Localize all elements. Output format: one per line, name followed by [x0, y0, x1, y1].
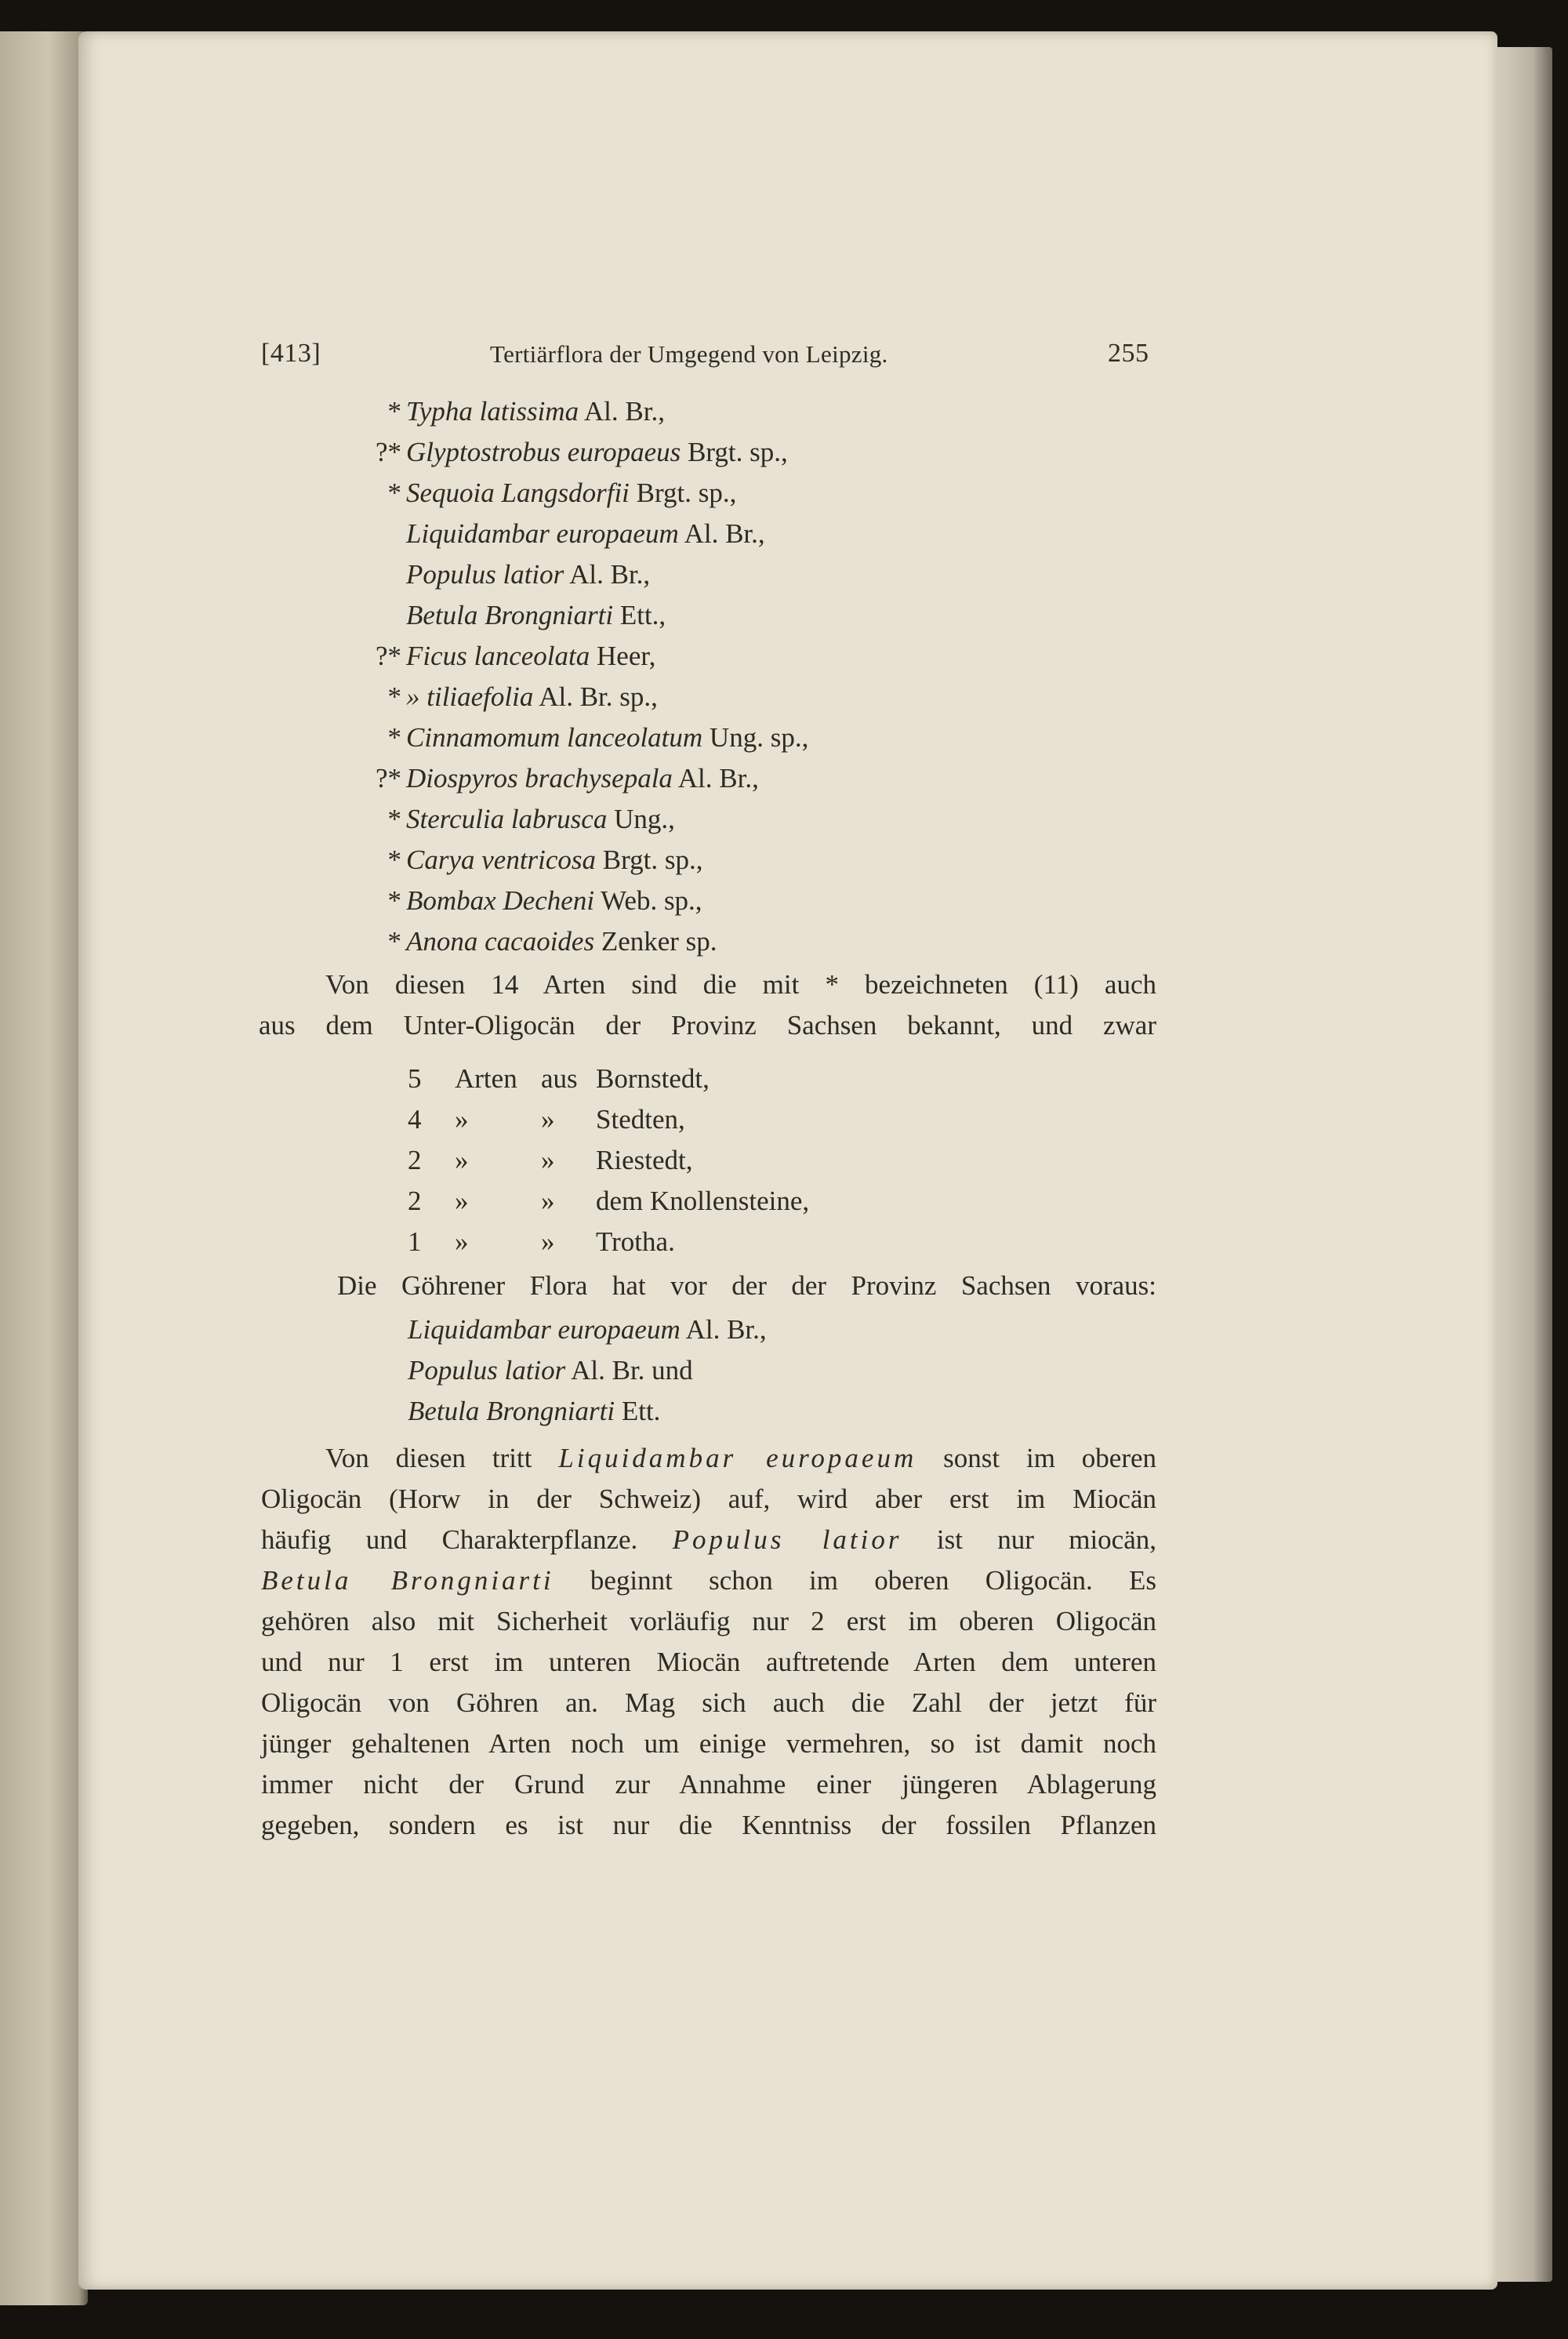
- paragraph-line: Oligocän (Horw in der Schweiz) auf, wird aber erst im Miocän: [261, 1484, 1156, 1514]
- previous-page-edge: [0, 31, 88, 2305]
- locality-row: 5 Arten aus Bornstedt,: [408, 1063, 710, 1094]
- species-entry: Populus latior Al. Br. und: [408, 1355, 693, 1386]
- paragraph-line: immer nicht der Grund zur Annahme einer jüngeren Ablagerung: [261, 1769, 1156, 1800]
- paragraph-line: häufig und Charakterpflanze. Populus latior ist nur miocän,: [261, 1524, 1157, 1555]
- species-entry: * Anona cacaoides Zenker sp.: [387, 926, 717, 957]
- locality-row: 2 » » dem Knollensteine,: [408, 1186, 810, 1216]
- species-entry: Liquidambar europaeum Al. Br.,: [408, 1314, 767, 1345]
- book-page: [78, 31, 1497, 2290]
- species-entry: * Cinnamomum lanceolatum Ung. sp.,: [387, 722, 809, 753]
- header-section-number: [413]: [261, 339, 321, 368]
- paragraph-line: aus dem Unter-Oligocän der Provinz Sachsen bekannt, und zwar: [259, 1010, 1156, 1041]
- paragraph-line: jünger gehaltenen Arten noch um einige vermehren, so ist damit noch: [261, 1728, 1156, 1759]
- species-entry: ?* Glyptostrobus europaeus Brgt. sp.,: [375, 437, 788, 467]
- paragraph-line: Oligocän von Göhren an. Mag sich auch die Zahl der jetzt für: [261, 1687, 1156, 1718]
- page-number: 255: [1108, 339, 1149, 368]
- species-entry: * Sequoia Langsdorfii Brgt. sp.,: [387, 478, 737, 508]
- locality-row: 4 » » Stedten,: [408, 1104, 685, 1135]
- species-entry: * Sterculia labrusca Ung.,: [387, 804, 675, 834]
- paragraph-line: und nur 1 erst im unteren Miocän auftretende Arten dem unteren: [261, 1647, 1156, 1677]
- paragraph-line: Die Göhrener Flora hat vor der der Provinz Sachsen voraus:: [337, 1270, 1156, 1301]
- locality-row: 2 » » Riestedt,: [408, 1145, 693, 1175]
- running-title: Tertiärflora der Umgegend von Leipzig.: [490, 340, 888, 368]
- species-entry: Populus latior Al. Br.,: [406, 559, 651, 590]
- species-entry: Betula Brongniarti Ett.: [408, 1396, 661, 1426]
- species-entry: * » tiliaefolia Al. Br. sp.,: [387, 681, 658, 712]
- paragraph-line: Von diesen tritt Liquidambar europaeum sonst im oberen: [325, 1443, 1157, 1473]
- paragraph-line: gehören also mit Sicherheit vorläufig nur 2 erst im oberen Oligocän: [261, 1606, 1156, 1636]
- species-entry: ?* Diospyros brachysepala Al. Br.,: [375, 763, 759, 794]
- locality-row: 1 » » Trotha.: [408, 1226, 675, 1257]
- paragraph-line: Von diesen 14 Arten sind die mit * bezeichneten (11) auch: [325, 969, 1156, 1000]
- species-entry: ?* Ficus lanceolata Heer,: [375, 641, 656, 671]
- paragraph-line: gegeben, sondern es ist nur die Kenntniss der fossilen Pflanzen: [261, 1810, 1156, 1840]
- paragraph-line: Betula Brongniarti beginnt schon im oberen Oligocän. Es: [261, 1565, 1157, 1596]
- species-entry: Liquidambar europaeum Al. Br.,: [406, 518, 765, 549]
- species-entry: * Carya ventricosa Brgt. sp.,: [387, 844, 703, 875]
- species-entry: Betula Brongniarti Ett.,: [406, 600, 666, 630]
- species-entry: * Typha latissima Al. Br.,: [387, 396, 665, 427]
- species-entry: * Bombax Decheni Web. sp.,: [387, 885, 702, 916]
